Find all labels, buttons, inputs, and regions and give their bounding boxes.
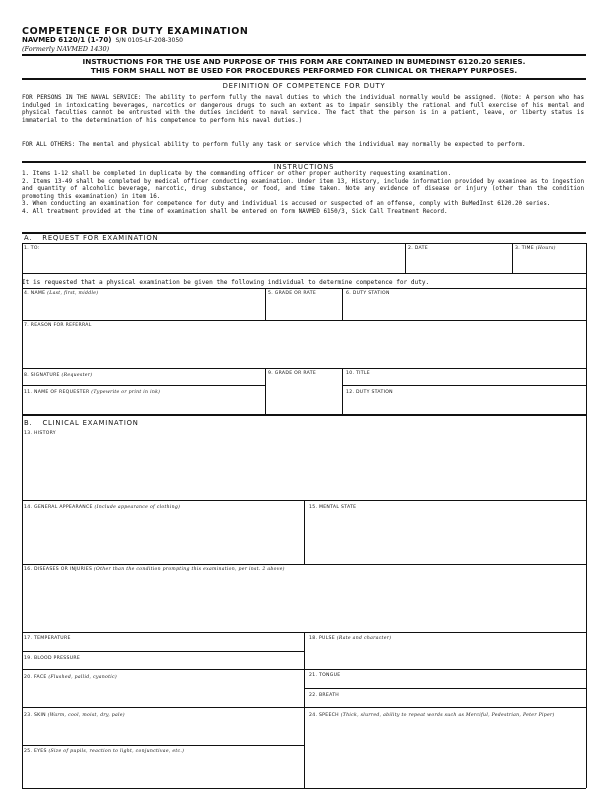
field-to-label: 1. TO: (24, 246, 40, 251)
face-label: 20. FACE (24, 675, 47, 680)
field-reason-label: 7. REASON FOR REFERRAL (24, 323, 92, 328)
rule (342, 385, 586, 386)
diseases-note: (Other than the condition prompting this examination, per inst. 2 above) (93, 567, 285, 572)
face-note: (Flushed, pallid, cyanotic) (48, 675, 117, 680)
divider (265, 288, 266, 320)
frame-right (586, 243, 587, 788)
field-pulse-label (309, 636, 391, 641)
field-title-label: 10. TITLE (346, 371, 370, 376)
rule (22, 288, 586, 289)
field-speech-label (309, 713, 559, 719)
divider (304, 500, 305, 564)
form-number (22, 36, 183, 44)
field-temperature-label: 17. TEMPERATURE (24, 636, 71, 641)
rule (22, 414, 586, 416)
skin-label: 23. SKIN (24, 713, 46, 718)
speech-note: (Thick, slurred, ability to repeat words such as Merciful, Pedestrian, Peter Piper) (340, 713, 555, 718)
requester-name-label: 11. NAME OF REQUESTER (24, 390, 90, 395)
field-time-label (515, 246, 556, 251)
field-eyes-label (24, 749, 184, 754)
instruction-item: 2. Items 13-49 shall be completed by medical officer conducting examination. Under item 13, History, include information provided by examinee as to ingestion and quantity of alcoholic beverage, narcotic, drug substance, or food, and time taken. Note any evidence of disease or injury (other than the condition promoting this examination) in item 16. (22, 178, 584, 200)
definition-title: DEFINITION OF COMPETENCE FOR DUTY (222, 82, 386, 90)
banner-line-1: INSTRUCTIONS FOR THE USE AND PURPOSE OF THIS FORM ARE CONTAINED IN BUMEDINST 6120.20 SERIES. (82, 57, 526, 66)
rule (22, 273, 586, 274)
signature-label: 8. SIGNATURE (24, 373, 60, 378)
rule (22, 669, 586, 670)
rule (22, 368, 586, 369)
field-skin-label (24, 713, 125, 718)
field-duty-station-label: 6. DUTY STATION (346, 291, 390, 296)
former-form-number: (Formerly NAVMED 1430) (22, 45, 110, 53)
instruction-item: 4. All treatment provided at the time of examination shall be entered on form NAVMED 6150/3, Sick Call Treatment Record. (22, 208, 448, 215)
field-requester-station-label: 12. DUTY STATION (346, 390, 393, 395)
rule (304, 688, 586, 689)
field-blood-pressure-label: 19. BLOOD PRESSURE (24, 656, 81, 661)
section-b-heading (24, 419, 139, 427)
divider (304, 632, 305, 788)
field-grade-label: 5. GRADE OR RATE (268, 291, 317, 296)
speech-label: 24. SPEECH (309, 713, 339, 718)
rule (22, 651, 304, 652)
field-requester-grade-label: 9. GRADE OR RATE (268, 371, 317, 376)
form-title: COMPETENCE FOR DUTY EXAMINATION (22, 26, 249, 37)
field-breath-label: 22. BREATH (309, 693, 340, 698)
skin-note: (Warm, cool, moist, dry, pale) (47, 713, 125, 718)
name-note: (Last, first, middle) (47, 291, 99, 296)
definition-others-text: FOR ALL OTHERS: The mental and physical ability to perform fully any task or service which the individual may normally be expected to perform. (22, 142, 526, 148)
eyes-label: 25. EYES (24, 749, 47, 754)
field-diseases-label (24, 567, 285, 572)
signature-note: (Requester) (61, 373, 93, 378)
field-mental-state-label: 15. MENTAL STATE (309, 505, 357, 510)
instruction-item: 1. Items 1-12 shall be completed in duplicate by the commanding officer or other proper authority requesting examination. (22, 171, 452, 177)
instructions-list (22, 171, 584, 217)
banner-line-2: THIS FORM SHALL NOT BE USED FOR PROCEDURES PERFORMED FOR CLINICAL OR THERAPY PURPOSES. (90, 66, 518, 75)
rule (22, 745, 304, 746)
rule (22, 564, 586, 565)
rule (22, 788, 586, 789)
divider (512, 243, 513, 273)
field-appearance-label (24, 505, 180, 510)
diseases-label: 16. DISEASES OR INJURIES (24, 567, 93, 572)
rule (22, 385, 265, 386)
field-date-label: 2. DATE (408, 246, 428, 251)
instructions-banner (22, 57, 586, 75)
field-tongue-label: 21. TONGUE (309, 673, 341, 678)
field-history-label: 13. HISTORY (24, 431, 56, 436)
section-b-title: CLINICAL EXAMINATION (42, 419, 139, 427)
field-requester-name-label (24, 390, 160, 395)
stock-number: S/N 0105-LF-208-3050 (115, 37, 183, 44)
section-b-letter: B. (24, 419, 33, 427)
rule (22, 54, 586, 56)
time-note: (Hours) (535, 246, 556, 251)
instructions-title: INSTRUCTIONS (273, 163, 335, 171)
rule (22, 320, 586, 321)
section-a-heading (24, 234, 158, 242)
section-a-letter: A. (24, 234, 33, 242)
pulse-label: 18. PULSE (309, 636, 335, 641)
instruction-item: 3. When conducting an examination for competence for duty and individual is accused or suspected of an offense, comply with BuMedInst 6120.20 series. (22, 201, 551, 208)
request-statement: It is requested that a physical examination be given the following individual to determine competence for duty. (22, 279, 430, 286)
field-face-label (24, 675, 117, 680)
divider (342, 288, 343, 320)
divider (405, 243, 406, 273)
rule (22, 78, 586, 80)
definition-naval-text: FOR PERSONS IN THE NAVAL SERVICE: The ability to perform fully the naval duties to which the individual normally would be assigned. (Note: A person who has indulged in intoxicating beverages, narcotics or dangerous drugs to such an extent as to impair sensibly the rational and full exercise of his mental and physical faculties cannot be entrusted with the duties incident to naval service. The fact that the person is in a patient, leave, or liberty status is immaterial to the determination of his competence to perform his naval duties.) (22, 95, 584, 124)
requester-name-note: (Typewrite or print in ink) (91, 390, 161, 395)
rule (22, 243, 586, 244)
divider (342, 368, 343, 414)
divider (265, 368, 266, 414)
field-signature-label (24, 373, 92, 378)
pulse-note: (Rate and character) (336, 636, 392, 641)
rule (22, 707, 586, 708)
appearance-label: 14. GENERAL APPEARANCE (24, 505, 93, 510)
name-label: 4. NAME (24, 291, 46, 296)
form-number-text: NAVMED 6120/1 (1-70) (22, 36, 112, 44)
time-label: 3. TIME (515, 246, 534, 251)
appearance-note: (Include appearance of clothing) (94, 505, 181, 510)
field-name-label (24, 291, 98, 296)
frame-left (22, 243, 23, 788)
section-a-title: REQUEST FOR EXAMINATION (42, 234, 159, 242)
eyes-note: (Size of pupils, reaction to light, conjunctivae, etc.) (48, 749, 185, 754)
